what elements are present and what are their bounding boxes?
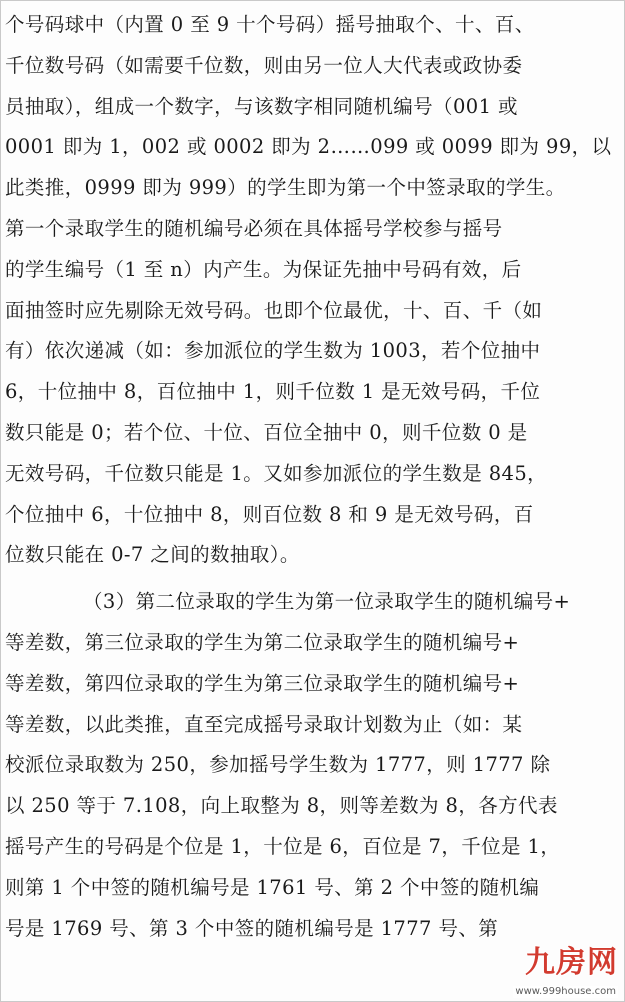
text-line: 此类推，0999 即为 999）的学生即为第一个中签录取的学生。: [5, 176, 566, 200]
text-line: 校派位录取数为 250，参加摇号学生数为 1777，则 1777 除: [5, 753, 551, 777]
text-line: 第一个录取学生的随机编号必须在具体摇号学校参与摇号: [5, 216, 503, 240]
document-text: [5, 5, 617, 949]
text-line: 个位抽中 6，十位抽中 8，则百位数 8 和 9 是无效号码，百: [5, 502, 534, 526]
watermark-logo: 九房网: [525, 945, 618, 980]
text-line: 无效号码，千位数只能是 1。又如参加派位的学生数是 845，: [5, 461, 548, 485]
text-line: 等差数，第四位录取的学生为第三位录取学生的随机编号+: [5, 671, 520, 695]
watermark-url: www.999house.com: [515, 986, 616, 997]
text-line: 等差数，第三位录取的学生为第二位录取学生的随机编号+: [5, 630, 520, 654]
text-line: 0001 即为 1，002 或 0002 即为 2……099 或 0099 即为 99，以: [5, 135, 612, 159]
text-line: 等差数，以此类推，直至完成摇号录取计划数为止（如：某: [5, 712, 523, 736]
text-line: 个号码球中（内置 0 至 9 十个号码）摇号抽取个、十、百、: [5, 13, 535, 36]
text-line: 则第 1 个中签的随机编号是 1761 号、第 2 个中签的随机编: [5, 875, 540, 899]
text-line: 数只能是 0；若个位、十位、百位全抽中 0，则千位数 0 是: [5, 420, 528, 444]
text-line: 以 250 等于 7.108，向上取整为 8，则等差数为 8，各方代表: [5, 794, 558, 818]
text-line: 千位数号码（如需要千位数，则由另一位人大代表或政协委: [5, 53, 523, 77]
text-line: 有）依次递减（如：参加派位的学生数为 1003，若个位抽中: [5, 339, 541, 363]
text-line: 摇号产生的号码是个位是 1，十位是 6，百位是 7，千位是 1，: [5, 834, 561, 858]
text-line: 6，十位抽中 8，百位抽中 1，则千位数 1 是无效号码，千位: [5, 380, 541, 404]
text-line: 面抽签时应先剔除无效号码。也即个位最优，十、百、千（如: [5, 298, 543, 322]
site-watermark: [506, 947, 618, 997]
text-line: 位数只能在 0-7 之间的数抽取）。: [5, 543, 300, 567]
text-line: 员抽取），组成一个数字，与该数字相同随机编号（001 或: [5, 94, 518, 118]
text-line: 的学生编号（1 至 n）内产生。为保证先抽中号码有效，后: [5, 257, 522, 281]
text-line: 号是 1769 号、第 3 个中签的随机编号是 1777 号、第: [5, 916, 499, 940]
paragraph-first-line: （3）第二位录取的学生为第一位录取学生的随机编号+: [83, 590, 571, 614]
